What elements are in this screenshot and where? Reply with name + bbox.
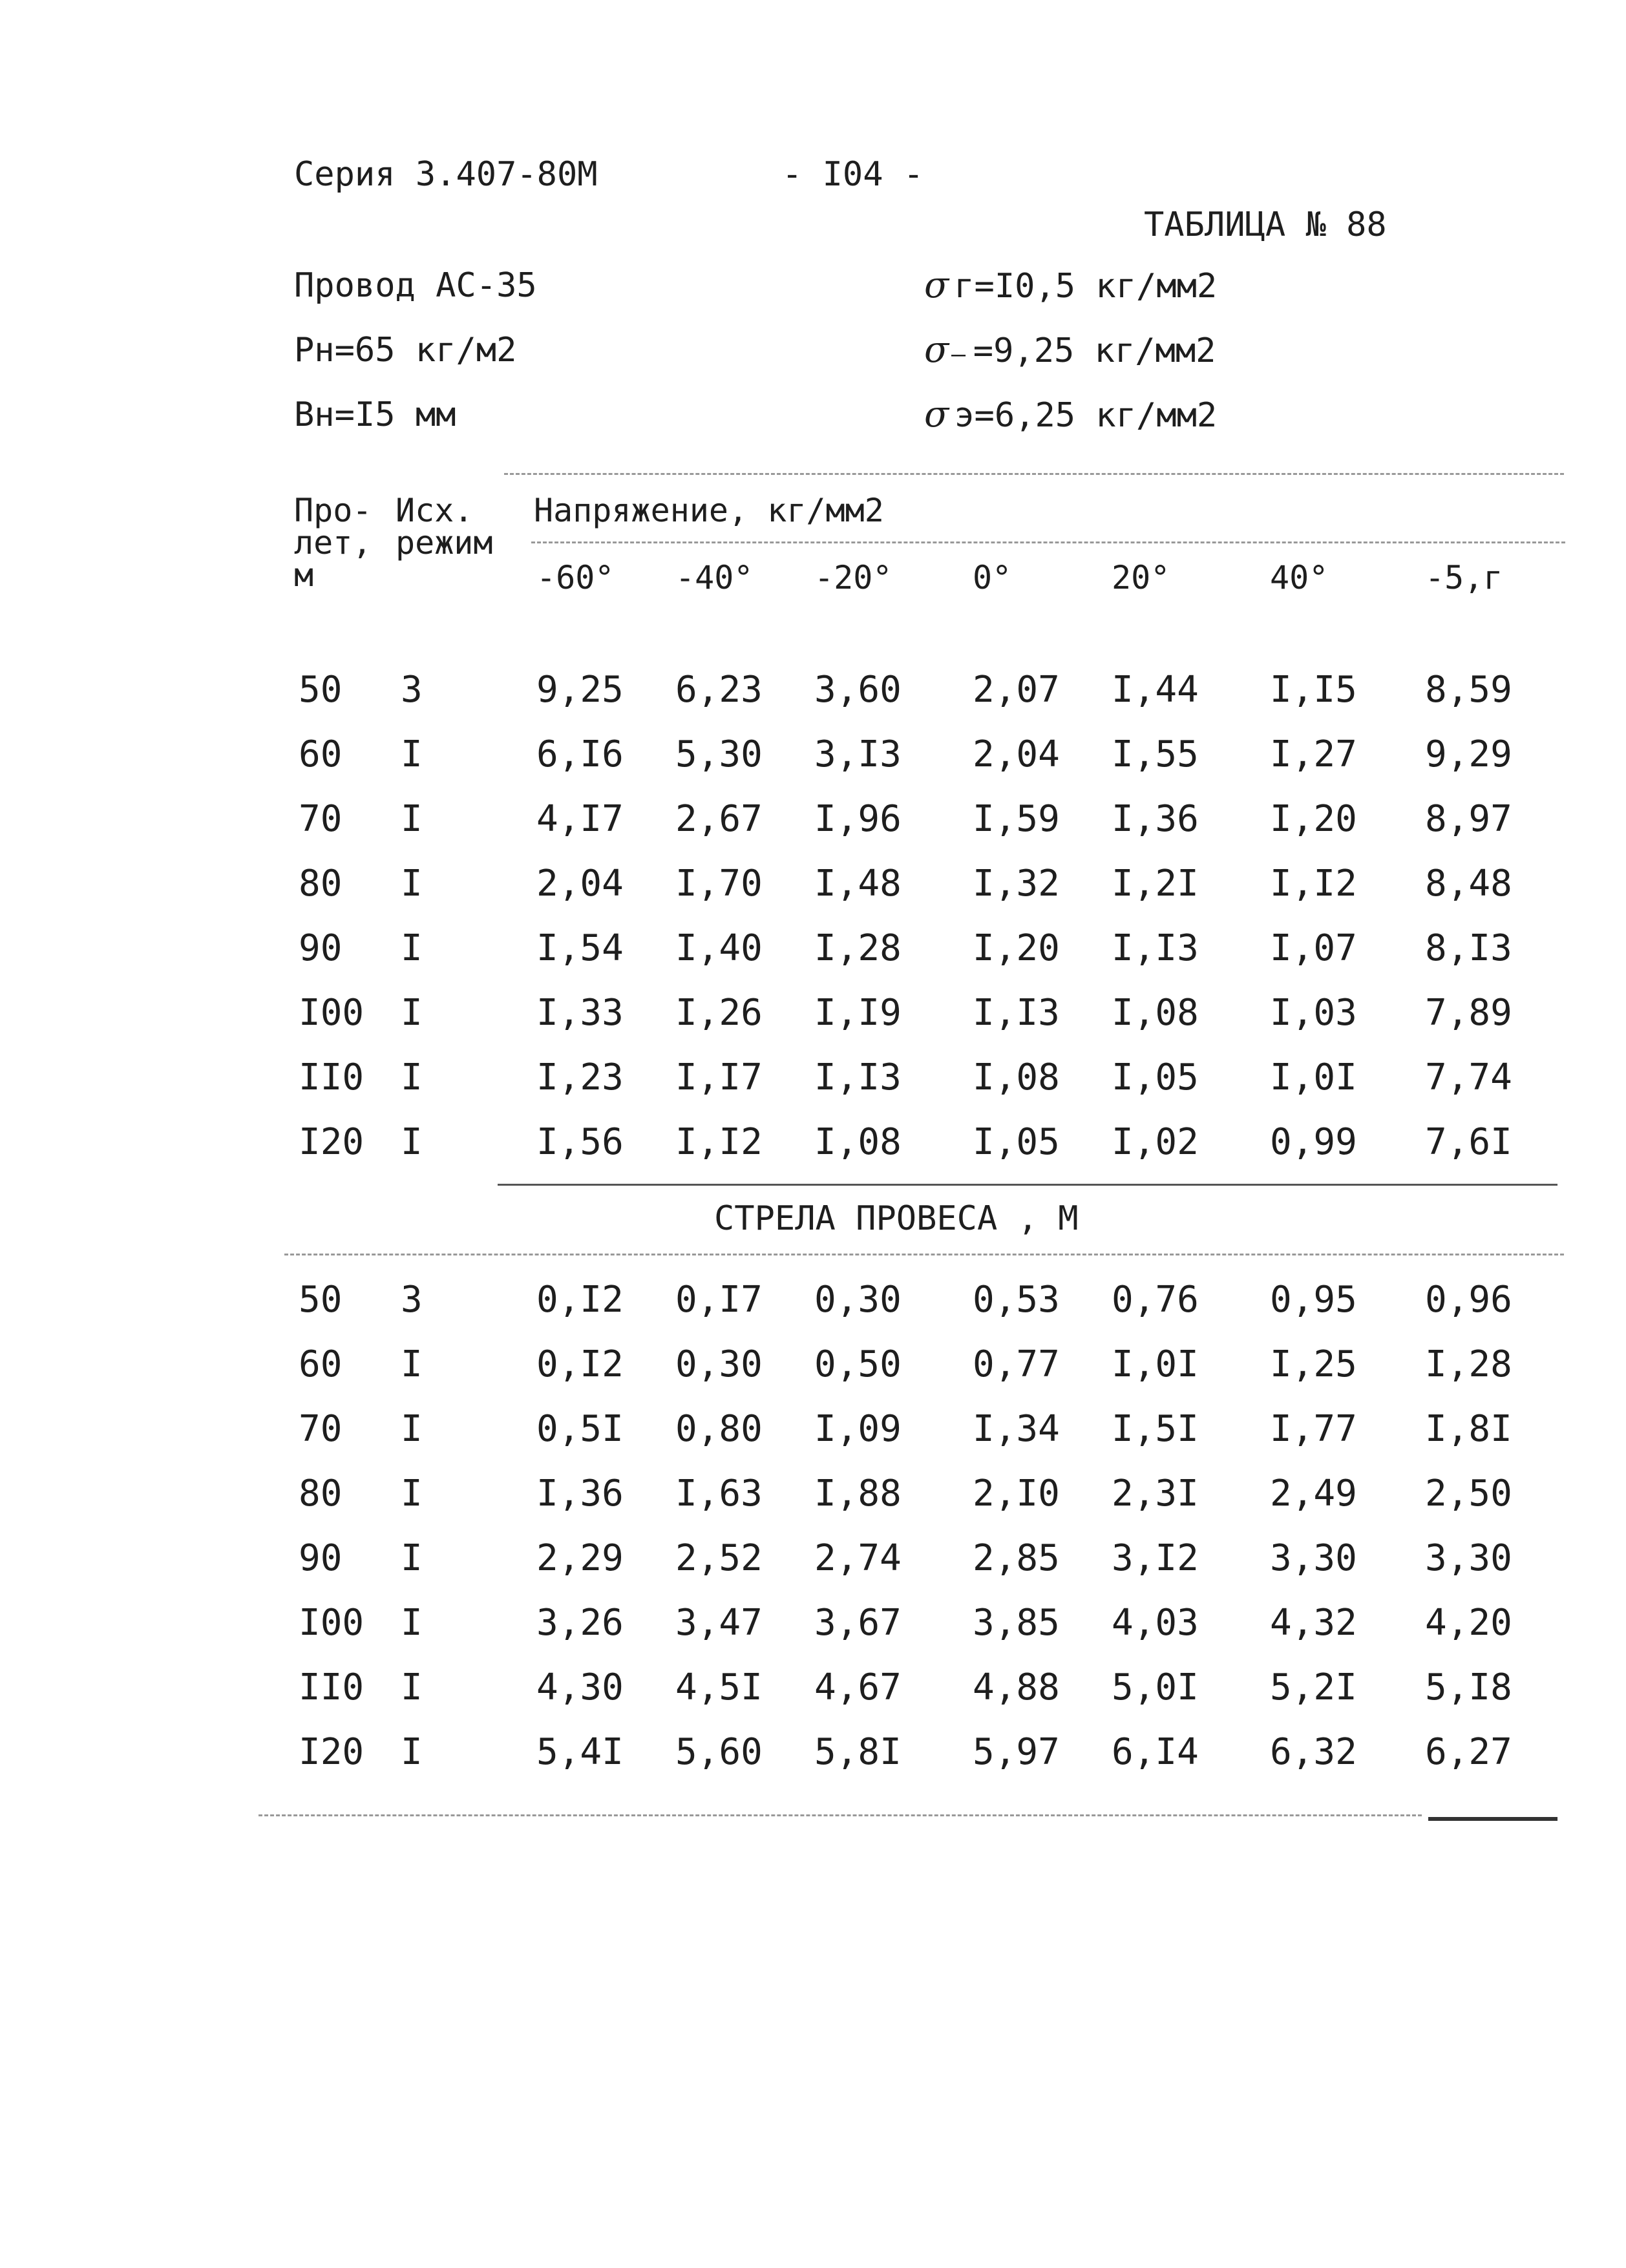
mode-cell: I — [401, 1602, 423, 1644]
span-cell: 70 — [299, 1408, 343, 1450]
value-cell: I,54 — [536, 927, 624, 969]
value-cell: I,63 — [675, 1473, 763, 1515]
value-cell: I,59 — [973, 798, 1060, 840]
value-cell: 0,76 — [1112, 1279, 1199, 1321]
value-cell: I,28 — [1425, 1343, 1512, 1385]
value-cell: I,33 — [536, 992, 624, 1034]
value-cell: I,56 — [536, 1121, 624, 1163]
span-cell: 80 — [299, 863, 343, 905]
mode-cell: I — [401, 1056, 423, 1098]
span-cell: 90 — [299, 927, 343, 969]
value-cell: I,55 — [1112, 733, 1199, 775]
value-cell: 7,74 — [1425, 1056, 1512, 1098]
value-cell: 8,59 — [1425, 669, 1512, 711]
value-cell: I,34 — [973, 1408, 1060, 1450]
value-cell: 0,80 — [675, 1408, 763, 1450]
span-header-line3: м — [294, 556, 314, 594]
value-cell: I,28 — [814, 927, 902, 969]
value-cell: I,5I — [1112, 1408, 1199, 1450]
value-cell: 4,30 — [536, 1666, 624, 1708]
value-cell: I,27 — [1270, 733, 1357, 775]
value-cell: I,25 — [1270, 1343, 1357, 1385]
value-cell: I,96 — [814, 798, 902, 840]
value-cell: 3,30 — [1425, 1537, 1512, 1579]
sigma-e-row — [924, 395, 1217, 435]
value-cell: I,0I — [1270, 1056, 1357, 1098]
value-cell: 0,53 — [973, 1279, 1060, 1321]
value-cell: I,I5 — [1270, 669, 1357, 711]
value-cell: 2,3I — [1112, 1473, 1199, 1515]
value-cell: 5,8I — [814, 1731, 902, 1773]
value-cell: I,02 — [1112, 1121, 1199, 1163]
value-cell: I,26 — [675, 992, 763, 1034]
value-cell: I,20 — [1270, 798, 1357, 840]
bottom-divider-heavy — [1428, 1817, 1557, 1821]
value-cell: I,32 — [973, 863, 1060, 905]
value-cell: I,I2 — [1270, 863, 1357, 905]
value-cell: 9,29 — [1425, 733, 1512, 775]
mode-header-line2: режим — [396, 524, 493, 562]
value-cell: 0,5I — [536, 1408, 624, 1450]
mode-cell: I — [401, 1666, 423, 1708]
bottom-divider-faint — [259, 1814, 1422, 1816]
value-cell: 8,48 — [1425, 863, 1512, 905]
value-cell: 6,23 — [675, 669, 763, 711]
span-cell: 70 — [299, 798, 343, 840]
value-cell: I,36 — [1112, 798, 1199, 840]
temperature-header: -5,г — [1425, 559, 1503, 596]
value-cell: I,I9 — [814, 992, 902, 1034]
value-cell: 2,07 — [973, 669, 1060, 711]
value-cell: 2,67 — [675, 798, 763, 840]
value-cell: 5,60 — [675, 1731, 763, 1773]
value-cell: I,23 — [536, 1056, 624, 1098]
span-cell: I00 — [299, 992, 364, 1034]
sigma-symbol-icon: σ — [924, 264, 949, 306]
value-cell: I,05 — [973, 1121, 1060, 1163]
page-number: - I04 - — [782, 155, 924, 194]
value-cell: 0,I2 — [536, 1343, 624, 1385]
value-cell: I,70 — [675, 863, 763, 905]
value-cell: I,05 — [1112, 1056, 1199, 1098]
value-cell: 3,60 — [814, 669, 902, 711]
mode-cell: I — [401, 1121, 423, 1163]
value-cell: 2,I0 — [973, 1473, 1060, 1515]
value-cell: I,20 — [973, 927, 1060, 969]
value-cell: I,I2 — [675, 1121, 763, 1163]
value-cell: 0,50 — [814, 1343, 902, 1385]
span-cell: I20 — [299, 1731, 364, 1773]
value-cell: 8,97 — [1425, 798, 1512, 840]
value-cell: 3,30 — [1270, 1537, 1357, 1579]
value-cell: I,I3 — [1112, 927, 1199, 969]
value-cell: 2,74 — [814, 1537, 902, 1579]
value-cell: I,09 — [814, 1408, 902, 1450]
value-cell: 4,5I — [675, 1666, 763, 1708]
value-cell: 8,I3 — [1425, 927, 1512, 969]
span-header-line1: Про- — [294, 492, 372, 529]
mode-header-line1: Исх. — [396, 492, 474, 529]
value-cell: 2,29 — [536, 1537, 624, 1579]
value-cell: 4,88 — [973, 1666, 1060, 1708]
value-cell: 0,99 — [1270, 1121, 1357, 1163]
mode-cell: I — [401, 1473, 423, 1515]
value-cell: I,08 — [1112, 992, 1199, 1034]
value-cell: I,I3 — [814, 1056, 902, 1098]
value-cell: I,I3 — [973, 992, 1060, 1034]
span-cell: 80 — [299, 1473, 343, 1515]
sag-section-divider — [498, 1184, 1557, 1186]
pn-value: Рн=65 кг/м2 — [294, 331, 517, 370]
value-cell: 4,I7 — [536, 798, 624, 840]
value-cell: 6,32 — [1270, 1731, 1357, 1773]
value-cell: 9,25 — [536, 669, 624, 711]
temperature-header: -60° — [536, 559, 615, 596]
value-cell: 0,30 — [675, 1343, 763, 1385]
value-cell: 5,97 — [973, 1731, 1060, 1773]
temperature-header: 20° — [1112, 559, 1170, 596]
value-cell: 5,0I — [1112, 1666, 1199, 1708]
mode-cell: I — [401, 927, 423, 969]
temperature-header: -40° — [675, 559, 754, 596]
value-cell: 4,03 — [1112, 1602, 1199, 1644]
sigma-minus-value: =9,25 кг/мм2 — [973, 331, 1216, 370]
span-cell: 50 — [299, 1279, 343, 1321]
top-divider — [504, 473, 1564, 475]
value-cell: 6,27 — [1425, 1731, 1512, 1773]
stress-heading: Напряжение, кг/мм2 — [534, 492, 884, 529]
value-cell: I,8I — [1425, 1408, 1512, 1450]
value-cell: 3,I3 — [814, 733, 902, 775]
sigma-symbol-icon: σ₋ — [924, 329, 968, 371]
value-cell: 5,4I — [536, 1731, 624, 1773]
span-cell: II0 — [299, 1666, 364, 1708]
value-cell: 2,49 — [1270, 1473, 1357, 1515]
value-cell: 0,30 — [814, 1279, 902, 1321]
value-cell: 7,89 — [1425, 992, 1512, 1034]
value-cell: 5,2I — [1270, 1666, 1357, 1708]
value-cell: 0,95 — [1270, 1279, 1357, 1321]
span-cell: II0 — [299, 1056, 364, 1098]
sag-section-heading: СТРЕЛА ПРОВЕСА , М — [714, 1199, 1079, 1238]
value-cell: I,40 — [675, 927, 763, 969]
value-cell: I,08 — [973, 1056, 1060, 1098]
sigma-g-row — [924, 266, 1217, 306]
sigma-g-value: г=I0,5 кг/мм2 — [954, 267, 1218, 306]
sigma-minus-row — [924, 331, 1216, 370]
value-cell: I,88 — [814, 1473, 902, 1515]
value-cell: I,0I — [1112, 1343, 1199, 1385]
mode-cell: 3 — [401, 1279, 423, 1321]
mode-cell: I — [401, 992, 423, 1034]
mode-cell: I — [401, 1731, 423, 1773]
value-cell: 3,67 — [814, 1602, 902, 1644]
value-cell: 3,85 — [973, 1602, 1060, 1644]
value-cell: 2,04 — [973, 733, 1060, 775]
mode-cell: I — [401, 798, 423, 840]
span-cell: I00 — [299, 1602, 364, 1644]
sigma-symbol-icon: σ — [924, 394, 949, 436]
bn-value: Вн=I5 мм — [294, 395, 456, 434]
span-cell: 90 — [299, 1537, 343, 1579]
value-cell: I,I7 — [675, 1056, 763, 1098]
value-cell: 4,67 — [814, 1666, 902, 1708]
temperature-header: -20° — [814, 559, 892, 596]
value-cell: I,44 — [1112, 669, 1199, 711]
value-cell: 4,20 — [1425, 1602, 1512, 1644]
value-cell: 3,26 — [536, 1602, 624, 1644]
stress-heading-underline — [531, 541, 1565, 543]
value-cell: I,48 — [814, 863, 902, 905]
value-cell: 5,30 — [675, 733, 763, 775]
value-cell: I,07 — [1270, 927, 1357, 969]
temperature-header: 0° — [973, 559, 1012, 596]
value-cell: 0,77 — [973, 1343, 1060, 1385]
span-cell: 60 — [299, 733, 343, 775]
mode-cell: I — [401, 1537, 423, 1579]
span-cell: 60 — [299, 1343, 343, 1385]
mode-cell: I — [401, 733, 423, 775]
value-cell: 0,96 — [1425, 1279, 1512, 1321]
value-cell: 7,6I — [1425, 1121, 1512, 1163]
value-cell: 2,52 — [675, 1537, 763, 1579]
value-cell: 0,I2 — [536, 1279, 624, 1321]
series-label: Серия 3.407-80М — [294, 155, 598, 194]
value-cell: 2,85 — [973, 1537, 1060, 1579]
mode-cell: I — [401, 1408, 423, 1450]
value-cell: 6,I4 — [1112, 1731, 1199, 1773]
value-cell: 6,I6 — [536, 733, 624, 775]
mode-cell: I — [401, 863, 423, 905]
value-cell: 3,I2 — [1112, 1537, 1199, 1579]
value-cell: 0,I7 — [675, 1279, 763, 1321]
mode-cell: I — [401, 1343, 423, 1385]
value-cell: 3,47 — [675, 1602, 763, 1644]
span-header-line2: лет, — [294, 524, 372, 562]
value-cell: 5,I8 — [1425, 1666, 1512, 1708]
value-cell: I,77 — [1270, 1408, 1357, 1450]
value-cell: 4,32 — [1270, 1602, 1357, 1644]
span-cell: 50 — [299, 669, 343, 711]
value-cell: 2,04 — [536, 863, 624, 905]
value-cell: I,03 — [1270, 992, 1357, 1034]
value-cell: I,2I — [1112, 863, 1199, 905]
value-cell: I,08 — [814, 1121, 902, 1163]
span-cell: I20 — [299, 1121, 364, 1163]
value-cell: I,36 — [536, 1473, 624, 1515]
temperature-header: 40° — [1270, 559, 1329, 596]
sag-heading-underline — [284, 1254, 1564, 1255]
sigma-e-value: э=6,25 кг/мм2 — [954, 396, 1218, 435]
mode-cell: 3 — [401, 669, 423, 711]
value-cell: 2,50 — [1425, 1473, 1512, 1515]
wire-type: Провод АС-35 — [294, 266, 537, 305]
table-title: ТАБЛИЦА № 88 — [1144, 205, 1387, 244]
